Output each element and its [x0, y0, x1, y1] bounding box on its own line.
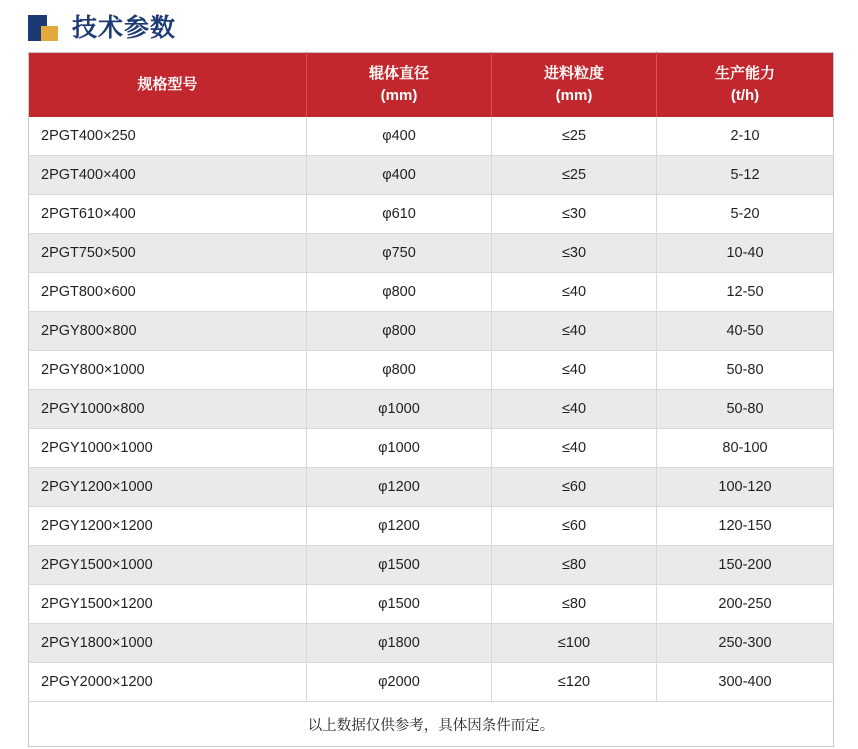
cell-feed-size: ≤40 — [492, 273, 657, 312]
cell-model: 2PGY800×800 — [29, 312, 307, 351]
table-footer — [29, 702, 834, 747]
cell-roller-diameter: φ1000 — [307, 429, 492, 468]
cell-roller-diameter: φ1200 — [307, 507, 492, 546]
cell-feed-size: ≤40 — [492, 390, 657, 429]
column-header-model — [29, 53, 307, 118]
cell-capacity: 50-80 — [657, 351, 834, 390]
cell-roller-diameter: φ610 — [307, 195, 492, 234]
cell-feed-size: ≤80 — [492, 546, 657, 585]
table-footnote: 以上数据仅供参考，具体因条件而定。 — [29, 702, 834, 747]
table-body — [29, 117, 834, 702]
table-row — [29, 195, 834, 234]
page-title: 技术参数 — [72, 14, 177, 42]
cell-feed-size: ≤40 — [492, 312, 657, 351]
cell-capacity: 250-300 — [657, 624, 834, 663]
cell-capacity: 2-10 — [657, 117, 834, 156]
cell-roller-diameter: φ1800 — [307, 624, 492, 663]
cell-feed-size: ≤80 — [492, 585, 657, 624]
table-row — [29, 507, 834, 546]
column-header-model-line1: 规格型号 — [137, 76, 198, 93]
column-header-roller-diameter — [307, 53, 492, 118]
table-row — [29, 234, 834, 273]
cell-roller-diameter: φ1500 — [307, 546, 492, 585]
page-title-bar — [0, 0, 858, 52]
cell-model: 2PGY1500×1200 — [29, 585, 307, 624]
cell-capacity: 5-20 — [657, 195, 834, 234]
table-row — [29, 156, 834, 195]
cell-feed-size: ≤25 — [492, 117, 657, 156]
table-row — [29, 585, 834, 624]
cell-roller-diameter: φ2000 — [307, 663, 492, 702]
cell-roller-diameter: φ400 — [307, 117, 492, 156]
cell-model: 2PGY800×1000 — [29, 351, 307, 390]
cell-model: 2PGT400×250 — [29, 117, 307, 156]
cell-model: 2PGY1200×1200 — [29, 507, 307, 546]
cell-capacity: 120-150 — [657, 507, 834, 546]
cell-capacity: 5-12 — [657, 156, 834, 195]
square-logo-icon — [28, 15, 58, 41]
column-header-feed-size — [492, 53, 657, 118]
cell-feed-size: ≤30 — [492, 195, 657, 234]
column-header-capacity — [657, 53, 834, 118]
column-header-capacity-line2: (t/h) — [730, 87, 760, 104]
table-footnote-row — [29, 702, 834, 747]
cell-feed-size: ≤25 — [492, 156, 657, 195]
spec-table — [28, 52, 834, 747]
cell-roller-diameter: φ400 — [307, 156, 492, 195]
cell-model: 2PGY1000×800 — [29, 390, 307, 429]
cell-capacity: 200-250 — [657, 585, 834, 624]
table-row — [29, 273, 834, 312]
table-row — [29, 351, 834, 390]
column-header-feed-size-line1: 进料粒度 — [543, 65, 604, 82]
cell-capacity: 100-120 — [657, 468, 834, 507]
cell-roller-diameter: φ750 — [307, 234, 492, 273]
column-header-roller-diameter-line1: 辊体直径 — [368, 65, 429, 82]
column-header-feed-size-line2: (mm) — [555, 87, 593, 104]
cell-model: 2PGY1800×1000 — [29, 624, 307, 663]
column-header-roller-diameter-line2: (mm) — [380, 87, 418, 104]
cell-feed-size: ≤100 — [492, 624, 657, 663]
cell-roller-diameter: φ800 — [307, 312, 492, 351]
cell-model: 2PGT800×600 — [29, 273, 307, 312]
cell-feed-size: ≤60 — [492, 468, 657, 507]
cell-capacity: 300-400 — [657, 663, 834, 702]
cell-roller-diameter: φ1000 — [307, 390, 492, 429]
table-row — [29, 663, 834, 702]
cell-model: 2PGY2000×1200 — [29, 663, 307, 702]
cell-roller-diameter: φ800 — [307, 273, 492, 312]
cell-capacity: 40-50 — [657, 312, 834, 351]
table-row — [29, 546, 834, 585]
table-header-row — [29, 53, 834, 118]
cell-model: 2PGY1200×1000 — [29, 468, 307, 507]
cell-capacity: 80-100 — [657, 429, 834, 468]
cell-model: 2PGY1500×1000 — [29, 546, 307, 585]
cell-feed-size: ≤30 — [492, 234, 657, 273]
cell-roller-diameter: φ1200 — [307, 468, 492, 507]
table-row — [29, 312, 834, 351]
column-header-capacity-line1: 生产能力 — [714, 65, 775, 82]
cell-feed-size: ≤40 — [492, 429, 657, 468]
table-row — [29, 390, 834, 429]
table-header — [29, 53, 834, 118]
cell-roller-diameter: φ1500 — [307, 585, 492, 624]
cell-model: 2PGT750×500 — [29, 234, 307, 273]
cell-roller-diameter: φ800 — [307, 351, 492, 390]
table-row — [29, 117, 834, 156]
cell-feed-size: ≤120 — [492, 663, 657, 702]
table-row — [29, 468, 834, 507]
table-row — [29, 624, 834, 663]
cell-capacity: 50-80 — [657, 390, 834, 429]
cell-model: 2PGY1000×1000 — [29, 429, 307, 468]
cell-model: 2PGT610×400 — [29, 195, 307, 234]
cell-capacity: 10-40 — [657, 234, 834, 273]
cell-feed-size: ≤60 — [492, 507, 657, 546]
spec-table-container — [0, 52, 858, 747]
cell-capacity: 12-50 — [657, 273, 834, 312]
cell-feed-size: ≤40 — [492, 351, 657, 390]
cell-model: 2PGT400×400 — [29, 156, 307, 195]
cell-capacity: 150-200 — [657, 546, 834, 585]
table-row — [29, 429, 834, 468]
